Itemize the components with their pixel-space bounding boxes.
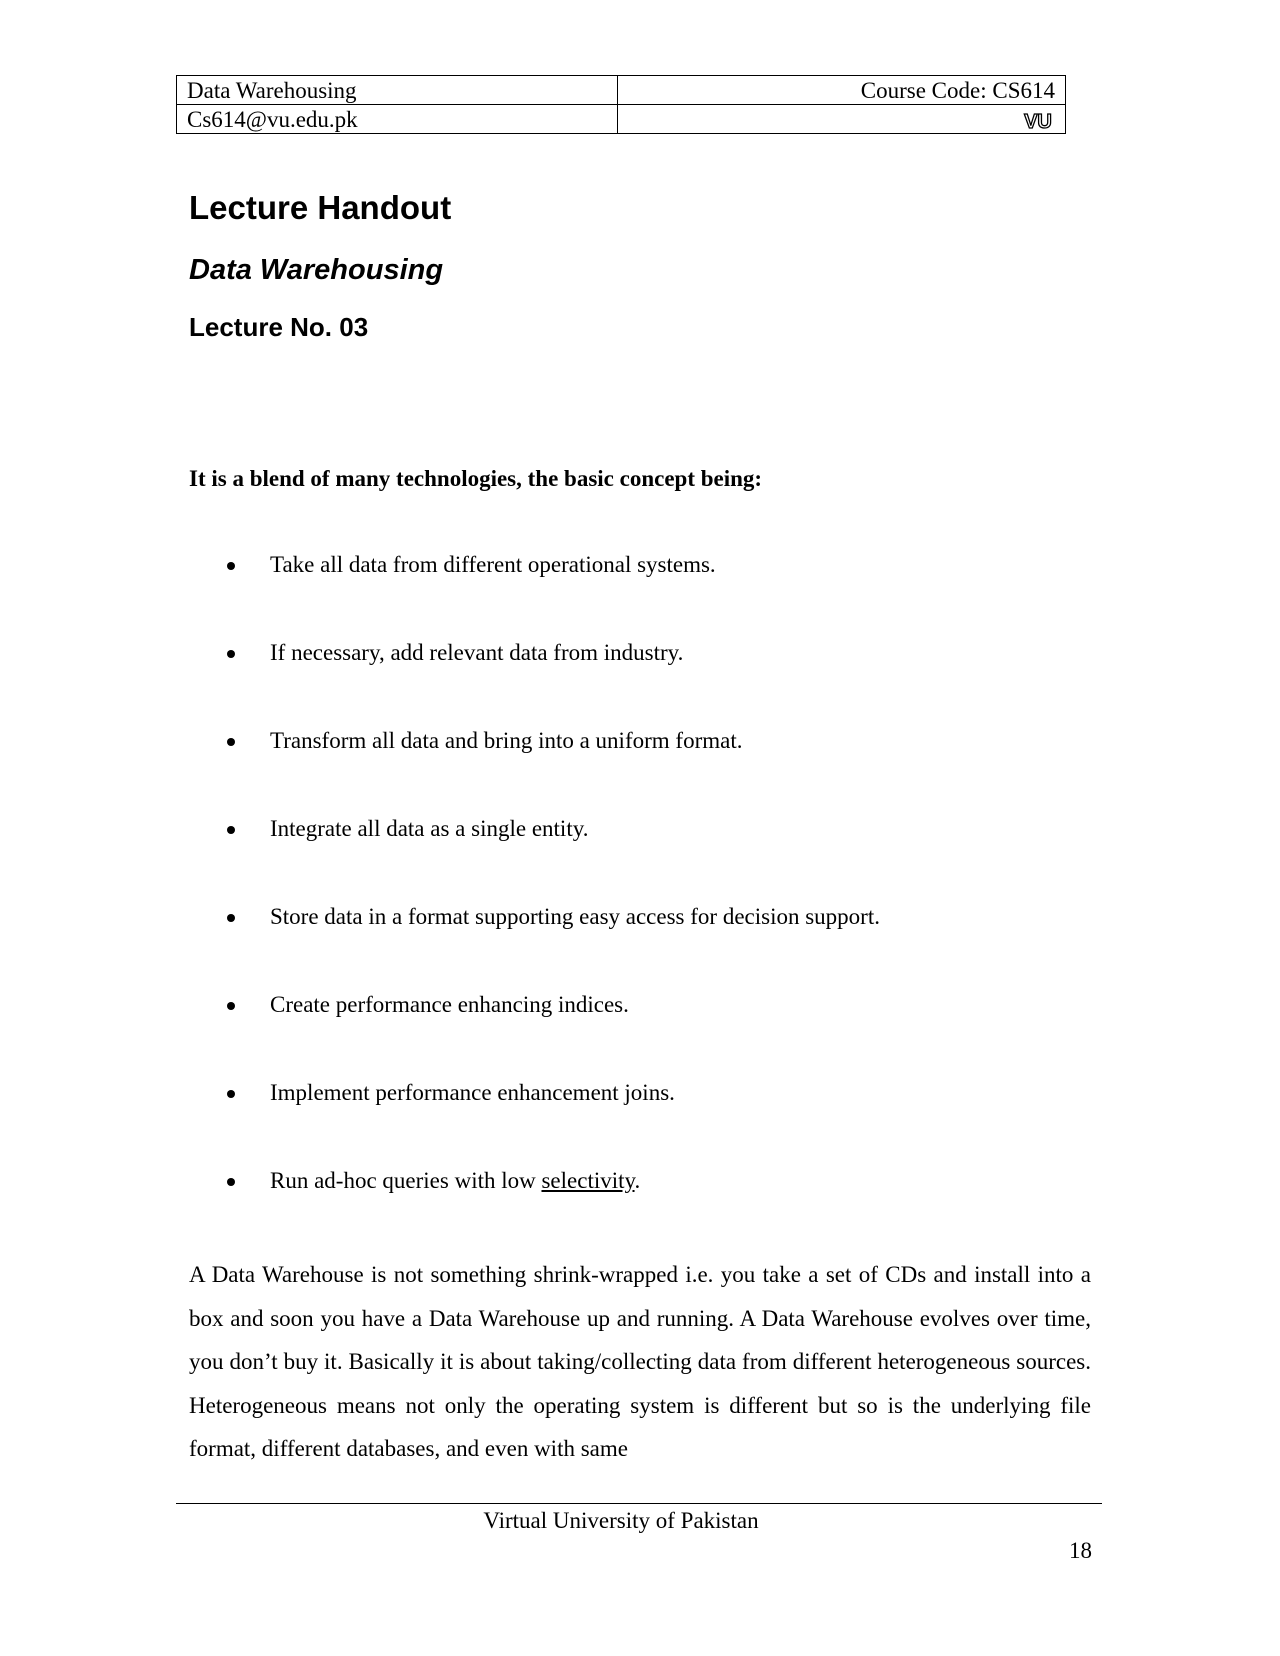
bullet-icon [227, 914, 235, 922]
list-item-text: Take all data from different operational systems. [270, 552, 716, 577]
lecture-number: Lecture No. 03 [189, 312, 369, 342]
body-paragraph: A Data Warehouse is not something shrink-wrapped i.e. you take a set of CDs and install into a box and soon you have a Data Warehouse up and running. A Data Warehouse evolves over time, you don’t buy it. Basically it is about taking/collecting data from different heterogeneous sources. Heterogeneous means not only the operating system is different but so is the underlying file format, different databases, and even with same [189, 1262, 1091, 1461]
list-item [189, 551, 880, 639]
bullet-icon [227, 1002, 235, 1010]
header-row-2 [177, 105, 1066, 134]
footer-divider [176, 1503, 1102, 1504]
list-item [189, 1079, 880, 1167]
svg-text:VU: VU [1024, 111, 1052, 133]
list-item-text: If necessary, add relevant data from industry. [270, 640, 684, 665]
list-item-text-suffix: . [634, 1168, 641, 1193]
list-item-text: Store data in a format supporting easy access for decision support. [270, 904, 880, 929]
bullet-icon [227, 738, 235, 746]
intro-statement: It is a blend of many technologies, the basic concept being: [189, 466, 763, 491]
header-course-name: Data Warehousing [177, 76, 618, 105]
list-item [189, 815, 880, 903]
page-header-table [176, 75, 1066, 134]
list-item-text: Implement performance enhancement joins. [270, 1080, 675, 1105]
list-item-text-prefix: Run ad-hoc queries with low [270, 1168, 542, 1193]
list-item-text: Integrate all data as a single entity. [270, 816, 589, 841]
bullet-icon [227, 562, 235, 570]
list-item [189, 1167, 880, 1255]
list-item [189, 903, 880, 991]
concept-list [189, 551, 880, 1255]
list-item-text: Create performance enhancing indices. [270, 992, 629, 1017]
bullet-icon [227, 826, 235, 834]
page-number: 18 [1069, 1538, 1092, 1563]
list-item [189, 991, 880, 1079]
bullet-icon [227, 650, 235, 658]
list-item-text: Transform all data and bring into a uniform format. [270, 728, 743, 753]
footer-institution: Virtual University of Pakistan [483, 1508, 759, 1533]
selectivity-term: selectivity [541, 1168, 635, 1193]
header-course-code: Course Code: CS614 [618, 76, 1066, 105]
page-title: Lecture Handout [189, 189, 452, 226]
list-item [189, 727, 880, 815]
header-logo-cell [618, 105, 1066, 134]
header-row-1 [177, 76, 1066, 105]
page-subtitle: Data Warehousing [189, 254, 444, 286]
bullet-icon [227, 1090, 235, 1098]
vu-logo-icon [1021, 110, 1055, 132]
bullet-icon [227, 1178, 235, 1186]
list-item [189, 639, 880, 727]
header-email: Cs614@vu.edu.pk [177, 105, 618, 134]
